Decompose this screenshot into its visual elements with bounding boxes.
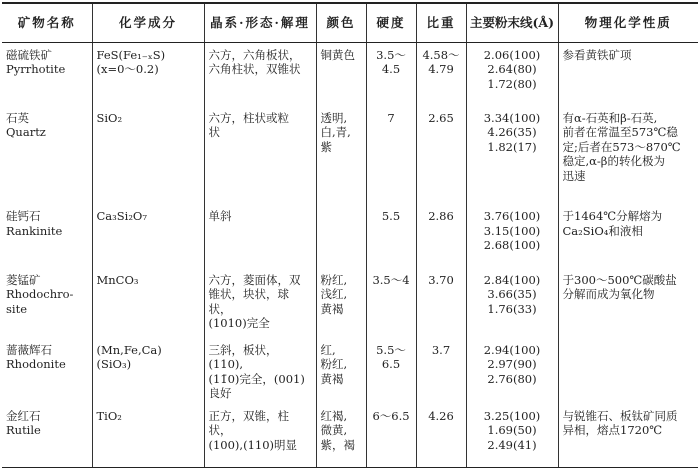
powder-lines: 3.34(100) 4.26(35) 1.82(17) [466,106,558,204]
specific-gravity: 2.86 [416,204,466,268]
specific-gravity: 4.26 [416,404,466,468]
crystal-system: 单斜 [204,204,316,268]
header-powder-lines: 主要粉末线(Å) [466,3,558,43]
table-row [2,204,698,268]
physical-properties: 有α-石英和β-石英, 前者在常温至573℃稳 定;后者在573～870℃ 稳定,α-β的转化极为 迅速 [558,106,698,204]
mineral-name: 磁硫铁矿 Pyrrhotite [6,48,66,77]
hardness: 7 [366,106,416,204]
mineral-table [2,2,698,468]
header-composition: 化学成分 [92,3,204,43]
table-row [2,43,698,107]
table-row [2,268,698,338]
physical-properties: 参看黄铁矿项 [558,43,698,107]
powder-lines: 3.25(100) 1.69(50) 2.49(41) [466,404,558,468]
header-color: 颜色 [316,3,366,43]
specific-gravity: 3.70 [416,268,466,338]
chemical-composition: TiO₂ [92,404,204,468]
specific-gravity: 3.7 [416,338,466,404]
chemical-composition: FeS(Fe₁₋ₓS) (x=0～0.2) [92,43,204,107]
powder-lines: 2.94(100) 2.97(90) 2.76(80) [466,338,558,404]
mineral-color: 红褐, 微黄, 紫，褐 [316,404,366,468]
physical-properties: 与锐锥石、板钛矿同质 异相，熔点1720℃ [558,404,698,468]
table-row [2,338,698,404]
mineral-color: 铜黄色 [316,43,366,107]
crystal-system: 六方，菱面体，双 锥状，块状，球状， (1010)完全 [204,268,316,338]
chemical-composition: (Mn,Fe,Ca) (SiO₃) [92,338,204,404]
header-name: 矿物名称 [2,3,92,43]
header-hardness: 硬度 [366,3,416,43]
powder-lines: 2.06(100) 2.64(80) 1.72(80) [466,43,558,107]
mineral-name: 菱锰矿 Rhodochro- site [6,273,74,316]
physical-properties: 于300～500℃碳酸盐 分解而成为氧化物 [558,268,698,338]
hardness: 6～6.5 [366,404,416,468]
mineral-color: 粉红, 浅红, 黄褐 [316,268,366,338]
mineral-color: 透明, 白,青, 紫 [316,106,366,204]
crystal-system: 六方，六角板状， 六角柱状，双锥状 [204,43,316,107]
chemical-composition: Ca₃Si₂O₇ [92,204,204,268]
powder-lines: 3.76(100) 3.15(100) 2.68(100) [466,204,558,268]
hardness: 5.5～6.5 [366,338,416,404]
physical-properties [558,338,698,404]
chemical-composition: MnCO₃ [92,268,204,338]
chemical-composition: SiO₂ [92,106,204,204]
mineral-color: 红, 粉红, 黄褐 [316,338,366,404]
header-gravity: 比重 [416,3,466,43]
table-row [2,404,698,468]
crystal-system: 六方，柱状或粒 状 [204,106,316,204]
header-crystal: 晶系·形态·解理 [204,3,316,43]
header-properties: 物理化学性质 [558,3,698,43]
table-row [2,106,698,204]
header-row [2,3,698,43]
hardness: 3.5～4.5 [366,43,416,107]
mineral-name: 蔷薇辉石 Rhodonite [6,342,66,372]
hardness: 3.5～4 [366,268,416,338]
physical-properties: 于1464℃分解熔为 Ca₂SiO₄和液相 [558,204,698,268]
mineral-name: 石英 Quartz [6,111,46,140]
mineral-name: 硅钙石 Rankinite [6,209,63,238]
crystal-system: 三斜，板状，(110), (11̄0)完全，(001) 良好 [204,338,316,404]
specific-gravity: 4.58～ 4.79 [416,43,466,107]
hardness: 5.5 [366,204,416,268]
powder-lines: 2.84(100) 3.66(35) 1.76(33) [466,268,558,338]
crystal-system: 正方，双锥，柱状， (100),(110)明显 [204,404,316,468]
mineral-name: 金红石 Rutile [2,404,92,468]
mineral-color [316,204,366,268]
specific-gravity: 2.65 [416,106,466,204]
